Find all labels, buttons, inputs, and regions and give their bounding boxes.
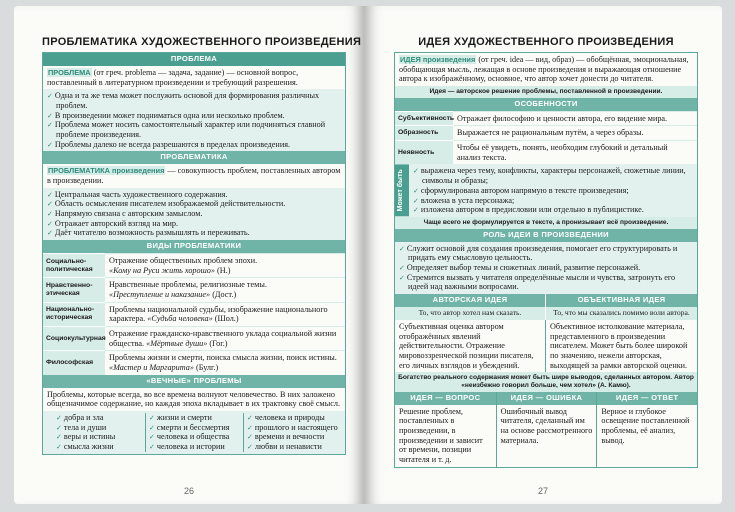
check-icon: ✓	[247, 423, 253, 432]
check-icon: ✓	[47, 111, 53, 120]
objective-idea-sub: То, что мы сказались помимо воли автора.	[546, 307, 697, 320]
idea-type-column	[496, 392, 597, 467]
list-item: ✓ Одна и та же тема может послужить основой для формирования различных проблем.	[47, 91, 320, 111]
page-number: 27	[537, 486, 548, 496]
eternal-list	[43, 411, 345, 454]
list-item: ✓ жизни и смерти	[149, 413, 212, 423]
idea-type-header: ИДЕЯ — ОТВЕТ	[597, 392, 697, 405]
list-item: ✓ прошлого и настоящего	[247, 422, 338, 432]
role-list	[395, 242, 697, 294]
section-header-problematika: ПРОБЛЕМАТИКА	[43, 151, 345, 164]
check-icon: ✓	[56, 414, 62, 423]
idea-card	[394, 52, 698, 468]
list-item: ✓ Напрямую связана с авторским замыслом.	[47, 209, 203, 219]
list-item: ✓ смысла жизни	[56, 442, 114, 452]
type-value: Отражение общественных проблем эпохи. «Кому на Руси жить хорошо» (Н.)	[105, 253, 345, 277]
right-page	[364, 6, 722, 504]
list-item: ✓ В произведении может подниматься одна или несколько проблем.	[47, 110, 285, 120]
may-be-label: Может быть	[395, 164, 409, 216]
problematika-list	[43, 188, 345, 240]
section-header-problema: ПРОБЛЕМА	[43, 53, 345, 66]
list-item: ✓ добра и зла	[56, 413, 104, 423]
idea-type-header: ИДЕЯ — ВОПРОС	[395, 392, 496, 405]
features-table	[395, 111, 697, 165]
problema-list	[43, 89, 345, 151]
objective-idea-header: ОБЪЕКТИВНАЯ ИДЕЯ	[546, 294, 697, 307]
check-icon: ✓	[47, 210, 53, 219]
eternal-column	[243, 413, 341, 452]
list-item: ✓ выражена через тему, конфликты, характеры персонажей, сюжетные линии, символы и образы;	[413, 166, 686, 186]
compare-table	[395, 294, 697, 372]
author-idea-header: АВТОРСКАЯ ИДЕЯ	[395, 294, 546, 307]
eternal-definition: Проблемы, которые всегда, во все времена волнуют человечество. В них заложено общезначимое содержание, но каждая эпоха вкладывает в их трактовку своё смысл.	[43, 388, 345, 411]
idea-type-text: Решение проблем, поставленных в произведении, в произведении и зависит от времени, позиции читателя и т. д.	[399, 406, 483, 465]
list-item: ✓ Даёт читателю возможность размышлять и переживать.	[47, 228, 250, 238]
check-icon: ✓	[47, 200, 53, 209]
section-header-role: РОЛЬ ИДЕИ В ПРОИЗВЕДЕНИИ	[395, 229, 697, 242]
section-header-eternal: «ВЕЧНЫЕ» ПРОБЛЕМЫ	[43, 375, 345, 388]
check-icon: ✓	[413, 196, 419, 205]
check-icon: ✓	[47, 229, 53, 238]
type-label: Философская	[43, 350, 105, 374]
check-icon: ✓	[149, 423, 155, 432]
list-item: ✓ Центральная часть художественного содержания.	[47, 189, 228, 199]
list-item: ✓ изложена автором в предисловии или отдельно в публицистике.	[413, 205, 644, 215]
feature-label: Неявность	[395, 140, 453, 164]
type-value: Проблемы национальной судьбы, изображение национального характера. «Судьба человека» (Шол.)	[105, 302, 345, 326]
check-icon: ✓	[399, 244, 405, 253]
list-item: ✓ Определяет выбор темы и сюжетных линий, развитие персонажей.	[399, 262, 641, 272]
check-icon: ✓	[47, 219, 53, 228]
type-label: Нравственно-этическая	[43, 277, 105, 301]
check-icon: ✓	[56, 443, 62, 452]
type-value: Нравственные проблемы, религиозные темы. «Преступление и наказание» (Дост.)	[105, 277, 345, 301]
may-be-list	[409, 164, 697, 216]
list-item: ✓ Проблема может носить самостоятельный характер или подчиняться главной проблеме произведения.	[47, 120, 326, 140]
check-icon: ✓	[413, 206, 419, 215]
may-be-block	[395, 164, 697, 216]
idea-type-text: Верное и глубокое освещение поставленной проблемы, её анализ, вывод.	[601, 406, 690, 445]
objective-idea-text: Объективное истолкование материала, представленного в произведении писателем. Может быть более широкой по значению, нежели авторская, выходящей за рамки авторской оценки.	[550, 321, 688, 370]
list-item: ✓ Проблемы далеко не всегда разрешаются в пределах произведения.	[47, 139, 291, 149]
richness-note: Богатство реального содержания может быть шире выводов, сделанных автором. Автор «неизбежно говорил больше, чем хотел» (А. Камю).	[395, 372, 697, 392]
type-value: Отражение гражданско-нравственного уклада социальной жизни общества. «Мёртвые души» (Гог.)	[105, 326, 345, 350]
section-header-features: ОСОБЕННОСТИ	[395, 98, 697, 111]
idea-note: Идея — авторское решение проблемы, поставленной в произведении.	[395, 86, 697, 98]
list-item: ✓ человека и природы	[247, 413, 325, 423]
problematika-card	[42, 52, 346, 455]
eternal-column	[145, 413, 243, 452]
check-icon: ✓	[47, 140, 53, 149]
page-title: ИДЕЯ ХУДОЖЕСТВЕННОГО ПРОИЗВЕДЕНИЯ	[418, 36, 674, 48]
feature-label: Образность	[395, 125, 453, 140]
check-icon: ✓	[56, 423, 62, 432]
problema-definition: ПРОБЛЕМА (от греч. problema — задача, задание) — основной вопрос, поставленный в литературном произведении и требующий разрешения.	[43, 66, 345, 89]
types-table	[43, 253, 345, 375]
list-item: ✓ Область осмысления писателем изображаемой действительности.	[47, 199, 286, 209]
list-item: ✓ человека и истории	[149, 442, 225, 452]
list-item: ✓ человека и общества	[149, 432, 230, 442]
problematika-definition: ПРОБЛЕМАТИКА произведения — совокупность проблем, поставленных автором в произведении.	[43, 164, 345, 187]
check-icon: ✓	[47, 92, 53, 101]
page-title: ПРОБЛЕМАТИКА ХУДОЖЕСТВЕННОГО ПРОИЗВЕДЕНИЯ	[42, 36, 362, 48]
type-label: Социально-политическая	[43, 253, 105, 277]
idea-types	[395, 392, 697, 467]
feature-value: Отражает философию и ценности автора, его видение мира.	[453, 111, 697, 126]
idea-definition: ИДЕЯ произведения (от греч. idea — вид, образ) — обобщённая, эмоциональная, обобщающая мысль, лежащая в основе произведения и выражающая отношение автора к изображённому, основное, что автор хочет донести до читателя.	[395, 53, 697, 86]
list-item: ✓ Отражает авторский взгляд на мир.	[47, 218, 179, 228]
check-icon: ✓	[247, 443, 253, 452]
idea-type-header: ИДЕЯ — ОШИБКА	[497, 392, 597, 405]
check-icon: ✓	[399, 273, 405, 282]
list-item: ✓ вложена в уста персонажа;	[413, 195, 515, 205]
idea-type-column	[395, 392, 496, 467]
author-idea-text: Субъективная оценка автором отображённых явлений действительности. Отражение мировоззренческой позиции писателя, его личных взглядов и убеждений.	[395, 320, 546, 372]
type-label: Национально-историческая	[43, 302, 105, 326]
idea-type-column	[596, 392, 697, 467]
feature-value: Чтобы её увидеть, понять, необходим глубокий и детальный анализ текста.	[453, 140, 697, 164]
author-idea-sub: То, что автор хотел нам сказать.	[395, 307, 546, 320]
section-header-types: ВИДЫ ПРОБЛЕМАТИКИ	[43, 240, 345, 253]
left-page	[14, 6, 364, 504]
check-icon: ✓	[399, 263, 405, 272]
list-item: ✓ сформулирована автором напрямую в тексте произведения;	[413, 185, 629, 195]
check-icon: ✓	[47, 190, 53, 199]
page-number: 26	[183, 486, 194, 496]
list-item: ✓ Служит основой для создания произведения, помогает его структурировать и придать ему смысловую цельность.	[399, 243, 678, 263]
check-icon: ✓	[247, 414, 253, 423]
list-item: ✓ времени и вечности	[247, 432, 325, 442]
check-icon: ✓	[149, 433, 155, 442]
feature-value: Выражается не рациональным путём, а через образы.	[453, 125, 697, 140]
list-item: ✓ смерти и бессмертия	[149, 422, 230, 432]
type-value: Проблемы жизни и смерти, поиска смысла жизни, поиск истины. «Мастер и Маргарита» (Булг.)	[105, 350, 345, 374]
check-icon: ✓	[56, 433, 62, 442]
check-icon: ✓	[413, 167, 419, 176]
list-item: ✓ любви и ненависти	[247, 442, 322, 452]
check-icon: ✓	[149, 414, 155, 423]
list-item: ✓ тела и души	[56, 422, 107, 432]
list-item: ✓ веры и истины	[56, 432, 116, 442]
check-icon: ✓	[247, 433, 253, 442]
type-label: Социокультурная	[43, 326, 105, 350]
check-icon: ✓	[47, 121, 53, 130]
features-note: Чаще всего не формулируется в тексте, а пронизывает всё произведение.	[395, 217, 697, 229]
idea-type-text: Ошибочный вывод читателя, сделанный им на основе рассмотренного материала.	[500, 406, 593, 445]
list-item: ✓ Стремится вызвать у читателя определённые мысли и чувства, затронуть его идеей над важными вопросами.	[399, 272, 676, 292]
check-icon: ✓	[413, 186, 419, 195]
eternal-column	[47, 413, 145, 452]
feature-label: Субъективность	[395, 111, 453, 126]
check-icon: ✓	[149, 443, 155, 452]
